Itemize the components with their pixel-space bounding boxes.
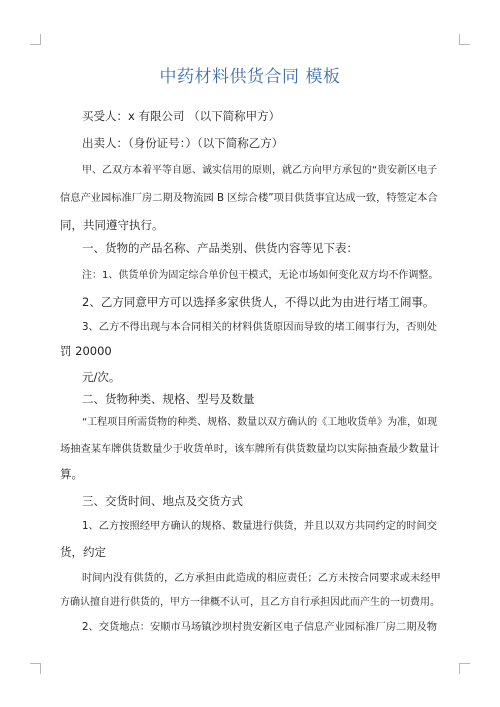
seller-line: 出卖人：（身份证号：）（以下简称乙方） (82, 136, 284, 150)
section-1-heading: 一、货物的产品名称、产品类别、供货内容等见下表： (82, 241, 358, 255)
section-3-item-2-line-1: 2、交货地点：安顺市马场镇沙坝村贵安新区电子信息产业园标准厂房二期及物 (82, 621, 438, 633)
buyer-line: 买受人：x 有限公司 （以下简称甲方） (82, 109, 281, 123)
note-1: 注：1、供货单价为固定综合单价包干模式，无论市场如何变化双方均不作调整。 (82, 270, 439, 281)
section-3-item-1-line-4: 方确认擅自进行供货的，甲方一律概不认可，且乙方自行承担因此而产生的一切费用。 (60, 597, 440, 608)
note-3-line-1: 3、乙方不得出现与本合同相关的材料供货原因而导致的堵工闹事行为，否则处 (82, 321, 438, 333)
crop-mark-bottom-left (30, 663, 41, 674)
section-3-item-1-line-1: 1、乙方按照经甲方确认的规格、数量进行供货，并且以双方共同约定的时间交 (82, 520, 438, 532)
section-2-heading: 二、货物种类、规格、型号及数量 (82, 392, 255, 406)
note-2: 2、乙方同意甲方可以选择多家供货人，不得以此为由进行堵工闹事。 (82, 295, 435, 309)
section-3-heading: 三、交货时间、地点及交货方式 (82, 494, 243, 508)
note-3-line-3: 元/次。 (82, 370, 121, 384)
section-2-para-line-1: “工程项目所需货物的种类、规格、数量以双方确认的《工地收货单》为准，如现 (82, 417, 438, 428)
section-2-para-line-3: 算。 (60, 467, 83, 481)
preamble-line-1: 甲、乙双方本着平等自愿、诚实信用的原则，就乙方向甲方承包的“贵安新区电子 (82, 165, 438, 176)
crop-mark-top-right (459, 34, 470, 45)
section-2-para-line-2: 场抽查某车牌供货数量少于收货单时，该车牌所有供货数量均以实际抽查最少数量计 (60, 443, 440, 455)
preamble-line-3: 同，共同遵守执行。 (60, 218, 164, 232)
preamble-line-2: 信息产业园标准厂房二期及物流园 B 区综合楼”项目供货事宜达成一致，特签定本合 (60, 192, 438, 204)
note-3-line-2: 罚 20000 (60, 344, 112, 358)
crop-mark-bottom-right (459, 663, 470, 674)
crop-mark-top-left (30, 34, 41, 45)
document-title: 中药材料供货合同 模板 (159, 67, 341, 87)
section-3-item-1-line-2: 货，约定 (60, 545, 106, 559)
section-3-item-1-line-3: 时间内没有供货的，乙方承担由此造成的相应责任；乙方未按合同要求或未经甲 (82, 572, 441, 584)
